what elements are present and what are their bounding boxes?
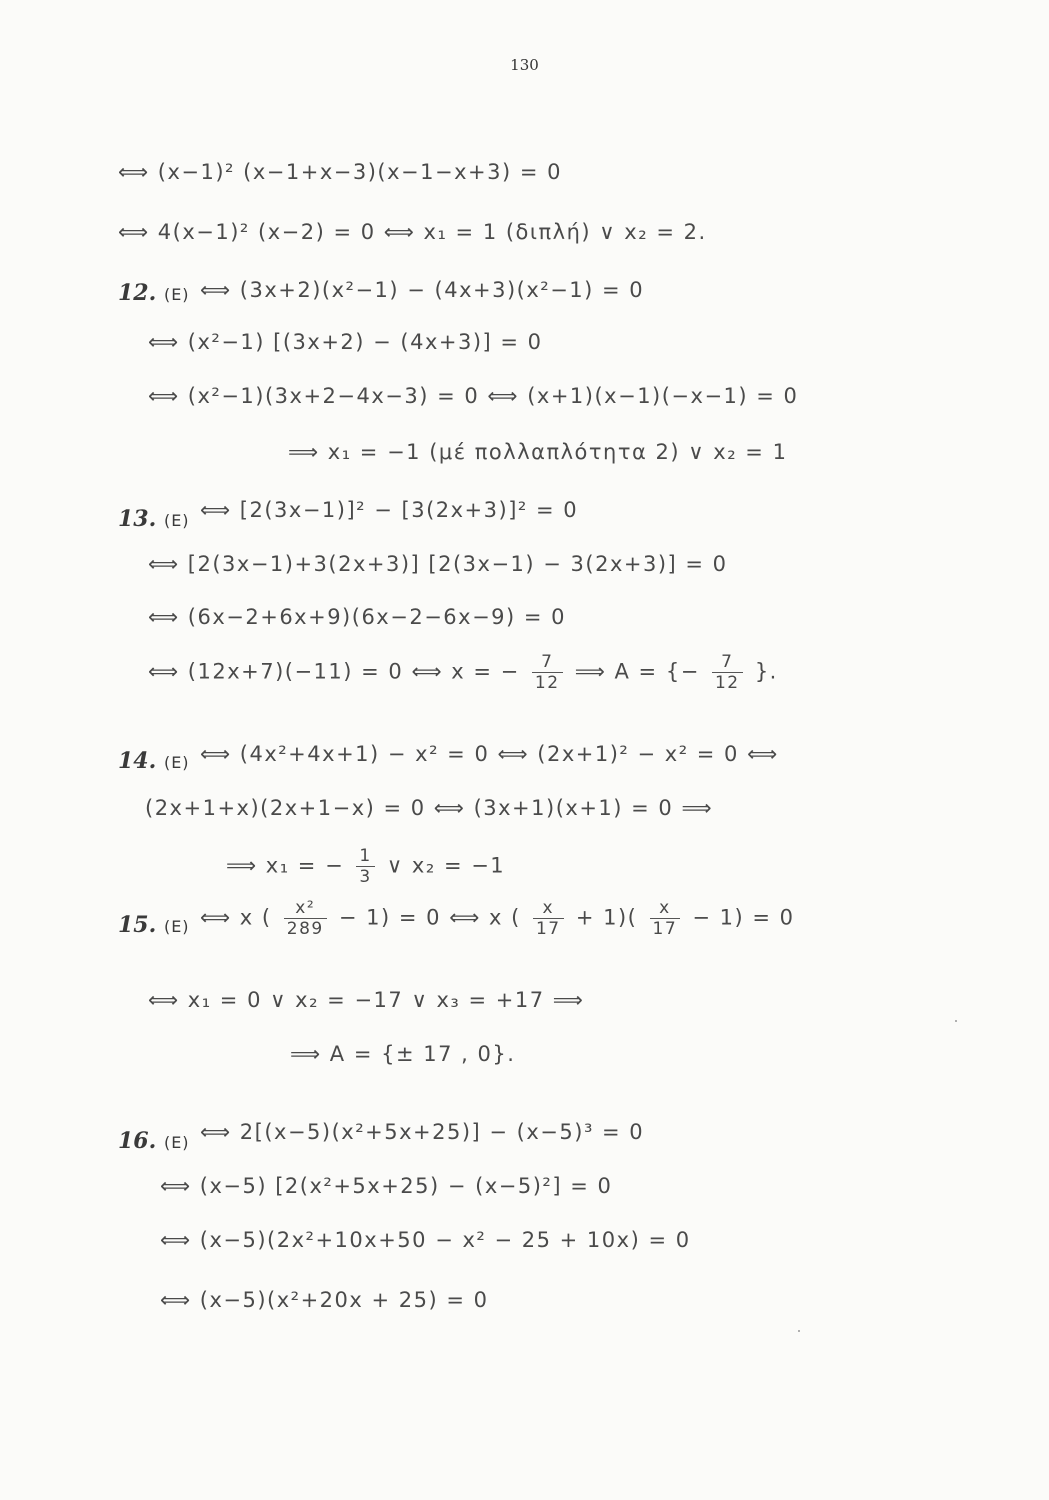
- fraction-numerator: 7: [532, 652, 563, 673]
- equation-text: ⟺ x (: [200, 905, 272, 930]
- equation-text: − 1) = 0: [692, 905, 795, 930]
- equation-line-8: ⟺ [2(3x−1)+3(2x+3)] [2(3x−1) − 3(2x+3)] = 0: [148, 552, 728, 576]
- equation-text: − 1) = 0 ⟺ x (: [338, 905, 521, 930]
- equation-line-10: [148, 652, 778, 693]
- fraction-numerator: 7: [712, 652, 743, 673]
- fraction: [356, 846, 374, 887]
- equation-line-2: ⟺ 4(x−1)² (x−2) = 0 ⟺ x₁ = 1 (διπλή) ∨ x₂ = 2.: [118, 220, 707, 244]
- fraction-numerator: x: [650, 898, 681, 919]
- equation-line-12: (2x+1+x)(2x+1−x) = 0 ⟺ (3x+1)(x+1) = 0 ⟹: [145, 796, 714, 820]
- fraction: [712, 652, 743, 693]
- exercise-number: 13.: [118, 506, 157, 532]
- fraction: [650, 898, 681, 939]
- equation-line-16: ⟹ A = {± 17 , 0}.: [290, 1042, 516, 1066]
- exercise-13-label: [118, 506, 190, 532]
- equation-text: ⟹ A = {−: [574, 659, 700, 684]
- exercise-12-label: [118, 280, 190, 306]
- equation-line-15: ⟺ x₁ = 0 ∨ x₂ = −17 ∨ x₃ = +17 ⟹: [148, 988, 585, 1012]
- equation-line-9: ⟺ (6x−2+6x+9)(6x−2−6x−9) = 0: [148, 605, 567, 629]
- exercise-number: 16.: [118, 1128, 157, 1154]
- equation-line-19: ⟺ (x−5)(2x²+10x+50 − x² − 25 + 10x) = 0: [160, 1228, 691, 1252]
- equation-line-13: [226, 846, 505, 887]
- fraction-denominator: 17: [535, 919, 561, 939]
- exercise-15-label: [118, 912, 190, 938]
- equation-marker: (E): [163, 917, 190, 936]
- fraction-denominator: 12: [534, 673, 560, 693]
- equation-text: ⟹ x₁ = −: [226, 853, 345, 878]
- exercise-number: 14.: [118, 748, 157, 774]
- exercise-16-label: [118, 1128, 190, 1154]
- equation-line-18: ⟺ (x−5) [2(x²+5x+25) − (x−5)²] = 0: [160, 1174, 613, 1198]
- exercise-number: 15.: [118, 912, 157, 938]
- fraction-numerator: x²: [284, 898, 327, 919]
- equation-text: }.: [754, 659, 778, 684]
- paper-speck: [798, 1330, 800, 1332]
- page-number: 130: [510, 56, 539, 74]
- fraction-denominator: 17: [652, 919, 678, 939]
- equation-line-7: ⟺ [2(3x−1)]² − [3(2x+3)]² = 0: [200, 498, 579, 522]
- equation-marker: (E): [163, 285, 190, 304]
- equation-marker: (E): [163, 511, 190, 530]
- fraction-numerator: x: [533, 898, 564, 919]
- equation-marker: (E): [163, 1133, 190, 1152]
- fraction: [532, 652, 563, 693]
- equation-line-1: ⟺ (x−1)² (x−1+x−3)(x−1−x+3) = 0: [118, 160, 562, 184]
- fraction-denominator: 3: [359, 867, 372, 887]
- equation-marker: (E): [163, 753, 190, 772]
- equation-line-20: ⟺ (x−5)(x²+20x + 25) = 0: [160, 1288, 489, 1312]
- fraction-denominator: 289: [286, 919, 324, 939]
- fraction: [533, 898, 564, 939]
- fraction: [284, 898, 327, 939]
- equation-text: ∨ x₂ = −1: [386, 853, 506, 878]
- equation-line-11: ⟺ (4x²+4x+1) − x² = 0 ⟺ (2x+1)² − x² = 0 ⟺: [200, 742, 779, 766]
- exercise-number: 12.: [118, 280, 157, 306]
- exercise-14-label: [118, 748, 190, 774]
- equation-text: ⟺ (12x+7)(−11) = 0 ⟺ x = −: [148, 659, 520, 684]
- equation-line-3: ⟺ (3x+2)(x²−1) − (4x+3)(x²−1) = 0: [200, 278, 645, 302]
- equation-line-14: [200, 898, 795, 939]
- equation-text: + 1)(: [575, 905, 638, 930]
- fraction-denominator: 12: [714, 673, 740, 693]
- equation-line-17: ⟺ 2[(x−5)(x²+5x+25)] − (x−5)³ = 0: [200, 1120, 645, 1144]
- equation-line-6: ⟹ x₁ = −1 (μέ πολλαπλότητα 2) ∨ x₂ = 1: [288, 440, 788, 464]
- paper-speck: [955, 1020, 957, 1022]
- equation-line-4: ⟺ (x²−1) [(3x+2) − (4x+3)] = 0: [148, 330, 543, 354]
- equation-line-5: ⟺ (x²−1)(3x+2−4x−3) = 0 ⟺ (x+1)(x−1)(−x−1) = 0: [148, 384, 799, 408]
- fraction-numerator: 1: [356, 846, 374, 867]
